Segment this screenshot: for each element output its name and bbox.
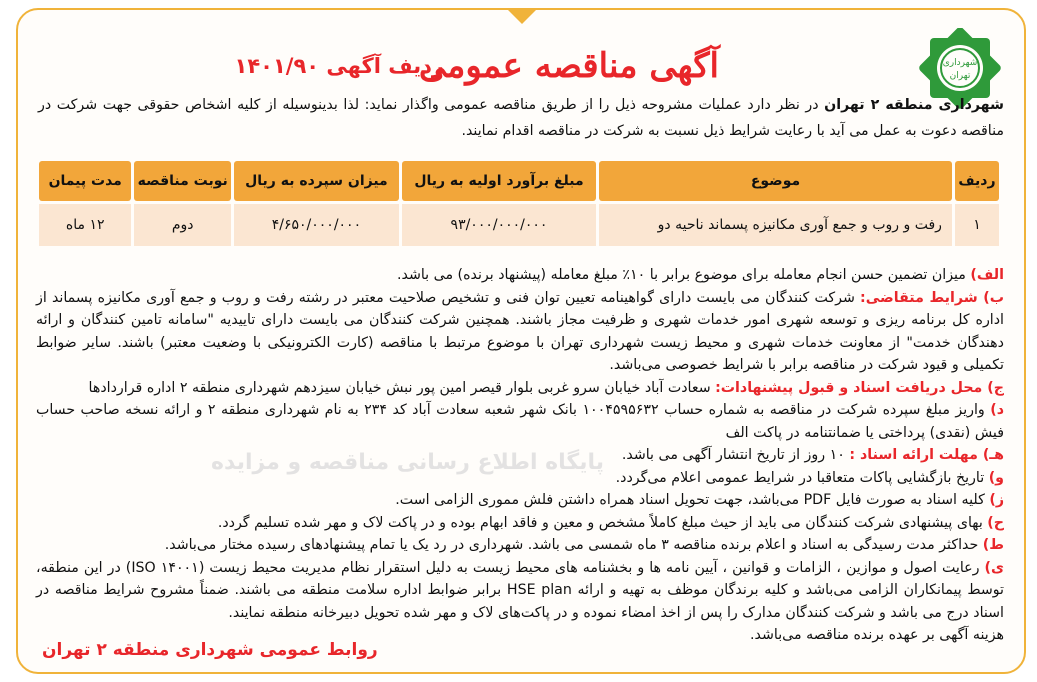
cell-turn: دوم [134,204,231,246]
header-row-number: ردیف [955,161,999,201]
cell-deposit: ۴/۶۵۰/۰۰۰/۰۰۰ [234,204,399,246]
footer-signature: روابط عمومی شهرداری منطقه ۲ تهران [42,640,378,660]
clause-v: و) تاریخ بازگشایی پاکات متعاقبا در شرایط عمومی اعلام می‌گردد. [615,469,1004,486]
header-term: مدت پیمان [39,161,131,201]
cell-budget: ۹۳/۰۰۰/۰۰۰/۰۰۰ [402,204,596,246]
clause-z: ز) کلیه اسناد به صورت فایل PDF می‌باشد، جهت تحویل اسناد همراه داشتن فلش مموری الزامی است. [395,492,1004,508]
clause-y: ی) رعایت اصول و موازین ، الزامات و قوانین ، آیین نامه ها و بخشنامه های محیط زیست به دلیل استقرار نظام مدیریت محیط زیست (ISO ۱۴۰۰۱) در این منطقه، توسط پیمانکاران الزامی می‌باشد و کلیه برندگان موظف به تهیه و ارائه HSE plan برابر ضوابط اداره سلامت منطقه می باشند. ضمناً مشروح شرایط مناقصه در اسناد درج می باشد و شرکت کنندگان مدارک را پس از اخذ امضاء نموده و در پاکت‌های لاک و مهر شده تحویل دبیرخانه منطقه نمایند. [36,559,1004,621]
clause-a: الف) میزان تضمین حسن انجام معامله برای موضوع برابر با ۱۰٪ مبلغ معامله (پیشنهاد برنده) می باشد. [397,267,1004,283]
svg-text:شهرداری: شهرداری [942,58,978,68]
header-budget: مبلغ برآورد اولیه به ریال [402,161,596,201]
cell-term: ۱۲ ماه [39,204,131,246]
cell-row-number: ۱ [955,204,999,246]
clause-c: ج) محل دریافت اسناد و قبول پیشنهادات: سعادت آباد خیابان سرو غربی بلوار قیصر امین پور نبش خیابان سیزدهم شهرداری منطقه ۲ اداره قراردادها [88,379,1004,396]
notice-row-number: ردیف آگهی ۱۴۰۱/۹۰ [234,54,444,78]
notice-title: آگهی مناقصه عمومی [418,46,719,86]
header-turn: نوبت مناقصه [134,161,231,201]
cell-subject: رفت و روب و جمع آوری مکانیزه پسماند ناحیه دو [599,204,952,246]
clause-hh: ح) بهای پیشنهادی شرکت کنندگان می باید از حیث مبلغ کاملاً مشخص و معین و فاقد ابهام بوده و در پاکت لاک و مهر شده تسلیم گردد. [217,514,1004,531]
watermark-text: پایگاه اطلاع رسانی مناقصه و مزایده [211,450,604,475]
clause-d: د) واریز مبلغ سپرده شرکت در مناقصه به شماره حساب ۱۰۰۴۵۹۵۶۳۲ بانک شهر شعبه سعادت آباد کد ۲۳۴ به نام شهرداری منطقه ۲ و ارائه نسخه صاحب حساب فیش (نقدی) پرداختی یا ضمانتنامه در پاکت الف [36,402,1004,441]
notice-frame [16,8,1026,674]
clause-b: ب) شرایط متقاضی: شرکت کنندگان می بایست دارای گواهینامه تعیین توان فنی و تشخیص صلاحیت معتبر در رشته رفت و روب و جمع آوری مکانیزه پسماند از اداره کل برنامه ریزی و توسعه شهری امور خدمات شهری و ظرفیت مجاز باشند. همچنین شرکت کنندگان می بایست دارای تاییدیه "سامانه تامین کنندگان و ارائه دهندگان خدمت" از معاونت خدمات شهری و محیط زیست شهرداری تهران با موضوع مرتبط با مناقصه (کارت الکترونیکی با وضعیت معتبر) باشند. سایر ضوابط تکمیلی و قیود شرکت در مناقصه برابر با شرایط خصوصی می‌باشد. [36,289,1004,373]
clauses-list [36,264,1004,647]
intro-paragraph [38,92,1004,144]
organization-name: شهرداری منطقه ۲ تهران [824,97,1005,113]
clause-h: هـ) مهلت ارائه اسناد : ۱۰ روز از تاریخ انتشار آگهی می باشد. [621,447,1004,463]
table-row [39,204,999,246]
clause-fee: هزینه آگهی بر عهده برنده مناقصه می‌باشد. [750,627,1004,643]
top-triangle-marker [508,10,536,24]
notice-header [38,28,1004,100]
svg-text:تهران: تهران [949,71,971,81]
table-header-row [39,161,999,201]
intro-text: در نظر دارد عملیات مشروحه ذیل را از طریق مناقصه عمومی واگذار نماید: لذا بدینوسیله از کلیه اشخاص حقوقی جهت شرکت در مناقصه دعوت به عمل می آید با رعایت شرایط ذیل نسبت به شرکت در مناقصه اقدام نمایند. [38,97,1004,139]
header-deposit: میزان سپرده به ریال [234,161,399,201]
tender-table [36,158,1002,249]
clause-t: ط) حداکثر مدت رسیدگی به اسناد و اعلام برنده مناقصه ۳ ماه شمسی می باشد. شهرداری در رد یک یا تمام پیشنهادهای رسیده مختار می‌باشد. [164,537,1004,553]
header-subject: موضوع [599,161,952,201]
